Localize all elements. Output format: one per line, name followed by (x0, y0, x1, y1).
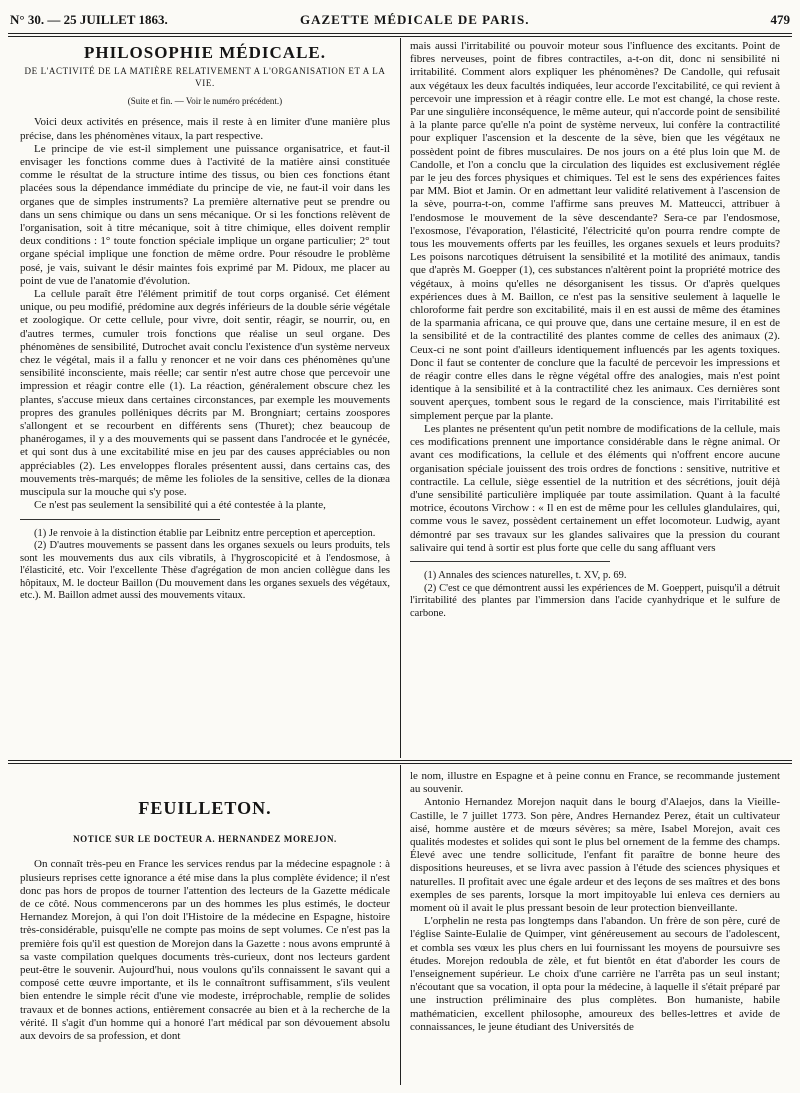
paragraph: L'orphelin ne resta pas longtemps dans l'abandon. Un frère de son père, curé de l'église Sainte-Eulalie de Quimper, vint généreusement au secours de l'adolescent, et combla ses vœux les plus chers en lui fournissant les moyens de poursuivre ses études. Morejon redoubla de zèle, et fut bientôt en état d'aborder les cours de l'enseignement supérieur. Le choix d'une carrière ne l'arrêta pas un seul instant; n'écoutant que sa vocation, il opta pour la médecine, à laquelle il s'était préparé par une instruction préliminaire des plus complètes. Bon humaniste, habile mathématicien, excellent philosophe, amoureux des belles-lettres et avide de connaissances, le jeune étudiant des Universités de (410, 915, 780, 1033)
feuilleton-title: FEUILLETON. (138, 798, 272, 818)
continuation-note: (Suite et fin. — Voir le numéro précédent.) (127, 96, 283, 107)
footnote-rule (410, 561, 610, 562)
column-divider (400, 38, 401, 758)
feuilleton-rule-double (8, 763, 792, 764)
feuilleton-rule (8, 760, 792, 761)
paragraph: On connaît très-peu en France les services rendus par la médecine espagnole : à plusieurs reprises cette ignorance a été mise dans la plus complète évidence; il n'est donc pas hors de propos de tourner l'attention des lecteurs de la Gazette médicale de ce côté. Nous commencerons par un des hommes les plus estimés, le docteur Hernandez Morejon, à qui l'on doit l'Histoire de la médecine en Espagne, histoire très-considérable, puisqu'elle ne compte pas moins de sept volumes. Ce n'est pas la première fois qu'il est question de Morejon dans la Gazette : nous avons emprunté à sa vaste compilation quelques documents très-curieux, dont nos lecteurs gardent peut-être le souvenir. Aujourd'hui, nous voulons qu'ils connaissent le savant qui a composé cette œuvre importante, et ils le connaîtront suffisamment, s'ils veulent bien entendre le simple récit d'une vie modeste, irréprochable, remplie de solides travaux et de bonnes actions, entièrement consacrée au bien et à la recherche de la vérité. Il s'agit d'un homme qui a honoré l'art médical par son dévouement absolu aux devoirs de sa profession, et dont (20, 858, 390, 1043)
footnote-rule (20, 519, 220, 520)
paragraph: Le principe de vie est-il simplement une puissance organisatrice, et faut-il envisager les fonctions comme dues à l'activité de la matière ainsi constituée comme le résultat de la structure intime des tissus, ou bien ces fonctions étant placées sous la dépendance immédiate du principe de vie, ne faut-il voir dans les organes que de simples instruments? La première alternative peut se prendre ou dans un sens chimique ou dans un sens mécanique. Or si les fonctions relèvent de l'organisation, soit à titre mécanique, soit à titre chimique, elles doivent remplir deux conditions : 1° toute fonction spéciale implique un organe particulier; 2° tout organe spécial implique une fonction de même ordre. Pour résoudre le problème posé, je vais, suivant le désir maintes fois exprimé par M. Pidoux, me placer au point de vue de l'anatomie d'évolution. (20, 142, 390, 287)
paragraph: Voici deux activités en présence, mais il reste à en limiter d'une manière plus précise, dans les phénomènes vitaux, la part respective. (20, 116, 390, 142)
paragraph: Antonio Hernandez Morejon naquit dans le bourg d'Alaejos, dans la Vieille-Castille, le 7 juillet 1773. Son père, Andres Hernandez Perez, était un cultivateur aisé, homme austère et de mœurs sévères; sa mère, Isabel Morejon, avait ces qualités modestes et solides qui sont le plus bel ornement de la femme des champs. Élevé avec une tendre sollicitude, l'enfant fit paraître de bonne heure des dispositions heureuses, et se livra avec passion à l'étude des sciences physiques et naturelles. Il profitait avec une égale ardeur et des leçons de ses maîtres et des bons exemples de ses parents, lorsque la mort impitoyable lui enleva ces derniers au moment où il avait le plus pressant besoin de leur protection bienveillante. (410, 796, 780, 915)
feuilleton-divider (400, 765, 401, 1085)
paragraph: La cellule paraît être l'élément primitif de tout corps organisé. Cet élément unique, ou peu modifié, prédomine aux degrés inférieurs de la double série végétale et zoologique. Or cette cellule, pour vivre, doit sentir, réagir, se nourrir, ou, en d'autres termes, cumuler trois fonctions que réalise un seul organe. Des phénomènes de sensibilité, Dutrochet avait conclu l'existence d'un système nerveux chez le végétal, mais il a fallu y renoncer et ne voir dans ces phénomènes qu'une sensibilité inconsciente, mais réelle; car sentir n'est autre chose que percevoir une impression et réagir contre elle (1). La réaction, généralement obscure chez les plantes, s'accuse mieux dans certaines circonstances, par exemple les mouvements propres des granules polléniques décrits par M. Brongniart; certains zoospores s'allongent et se recourbent en différents sens (Thuret); chez beaucoup de phanérogames, il y a des mouvements qui se passent dans l'androcée et le gynécée, et qui sont dus à une excitabilité mise en jeu par des causes appréciables ou non appréciables (2). Les enveloppes florales présentent aussi, dans certains cas, des mouvements très-marqués; de même les folioles de la sensitive, celles de la dionæa muscipula sur la mouche qui s'y pose. (20, 288, 390, 499)
section-title: PHILOSOPHIE MÉDICALE. (83, 43, 327, 62)
footnote: (1) Annales des sciences naturelles, t. XV, p. 69. (424, 569, 627, 581)
feuilleton-left (20, 766, 390, 1086)
paragraph: le nom, illustre en Espagne et à peine connu en France, se recommande justement au souvenir. (410, 770, 780, 796)
page-number: 479 (770, 12, 790, 27)
paragraph: Les plantes ne présentent qu'un petit nombre de modifications de la cellule, mais ces modifications prennent une importance considérable dans le règne animal. Or avant ces modifications, la cellule et des éléments qui n'offrent encore aucune organisation spéciale jouissent des trois ordres de fonctions : sensitive, nutritive et contractile. La cellule, siège essentiel de la nutrition et des sécrétions, jouit déjà d'une sensibilité particulière impliquée par toute assimilation. Quant à la faculté motrice, écoutons Virchow : « Il en est de même pour les cellules glandulaires, qui, comme vous le savez, possèdent certainement un effet locomoteur. Ludwig, ayant démontré par ses travaux sur les glandes salivaires que la pression du courant salivaire qui tend à sortir est plus forte que celle du sang affluant vers (410, 422, 780, 554)
footnotes (20, 528, 390, 604)
footnote: (1) Je renvoie à la distinction établie par Leibnitz entre perception et aperception. (34, 527, 376, 539)
header-rule-double (8, 36, 792, 37)
footnote: (2) D'autres mouvements se passent dans les organes sexuels ou leurs produits, tels sont les mouvements dus aux cils vibratils, à l'hygroscopicité et à l'endosmose, à l'élasticité, etc. Voir l'excellente Thèse d'agrégation de mon ancien collègue dans les hôpitaux, M. le docteur Baillon (Du mouvement dans les organes sexuels des végétaux, etc.). M. Baillon admet aussi des mouvements vitaux. (20, 540, 390, 602)
journal-title: GAZETTE MÉDICALE DE PARIS. (300, 12, 530, 27)
paragraph: mais aussi l'irritabilité ou pouvoir moteur sous l'influence des excitants. Point de fibres nerveuses, point de fibres contractiles, a-t-on dit, donc ni sensibilité ni irritabilité. Comment alors expliquer les phénomènes? De Candolle, qui refusait aux végétaux les deux facultés indiquées, leur accorde l'excitabilité, ce qui revient à percevoir une impression et à réagir contre elle. Le mot est changé, la chose reste. Par une singulière inconséquence, le même auteur, qui n'accorde point de sensibilité à la plante parce qu'elle n'a point de système nerveux, lui confère la contractilité pour expliquer l'ascension et la descente de la sève, bien que les végétaux ne possèdent point de fibres musculaires. De nos jours on a été plus loin que M. de Candolle, et l'on a conclu que la circulation des liquides est exclusivement réglée par le jeu des forces physiques et chimiques. Tel est le sens des expériences faites par MM. Biot et Jamin. Or en admettant leur validité relativement à l'ascension de la sève, pourra-t-on, comme l'affirme sans preuves M. Matteucci, attribuer à l'endosmose le mouvement de la sève descendante? Sera-ce par l'endosmose, l'exosmose, l'évaporation, l'élasticité, l'électricité qu'on pourra rendre compte de tous les mouvements offerts par les feuilles, les organes sexuels et leurs produits? Les poisons narcotiques détruisent la sensibilité et la motilité des animaux, tandis que d'après M. Goepper (1), ces substances n'altèrent point la propriété motrice des végétaux, à moins qu'elles ne désorganisent les tissus. Or d'après quelques expériences dues à M. Baillon, ce n'est pas la sensitive seulement à laquelle le chloroforme fait perdre son excitabilité, mais il en est aussi de même des étamines de la sparmania africana, ce qui prouve que, dans une certaine mesure, il en est de la sensibilité et de la contractilité des plantes comme de celles des animaux (2). Ceux-ci ne sont point d'ailleurs identiquement influencés par les agents toxiques. Donc il faut se contenter de conclure que la faculté de percevoir les impressions et de réagir contre elles dans le règne végétal offre des analogies, mais n'est point identique à la sensibilité et à la contractilité chez les animaux. Ces dernières sont souvent aperçues, tombent sous le regard de la conscience, mais l'irritabilité est simplement perçue par la plante. (410, 40, 780, 422)
article-philosophie-continued (410, 40, 780, 756)
issue-number: N° 30. — 25 JUILLET 1863. (10, 12, 168, 27)
article-philosophie (20, 40, 390, 756)
footnotes (410, 570, 780, 620)
article-subtitle: DE L'ACTIVITÉ DE LA MATIÈRE RELATIVEMENT A L'ORGANISATION ET A LA VIE. (24, 66, 386, 89)
footnote: (2) C'est ce que démontrent aussi les expériences de M. Goeppert, puisqu'il a détruit l'irritabilité des plantes par l'immersion dans l'acide cyanhydrique et le sulfure de carbone. (410, 582, 780, 619)
feuilleton-right (410, 770, 780, 1086)
notice-title: NOTICE SUR LE DOCTEUR A. HERNANDEZ MOREJON. (73, 834, 337, 845)
header-rule (8, 33, 792, 34)
page-header (0, 0, 800, 36)
paragraph: Ce n'est pas seulement la sensibilité qui a été contestée à la plante, (34, 499, 326, 512)
